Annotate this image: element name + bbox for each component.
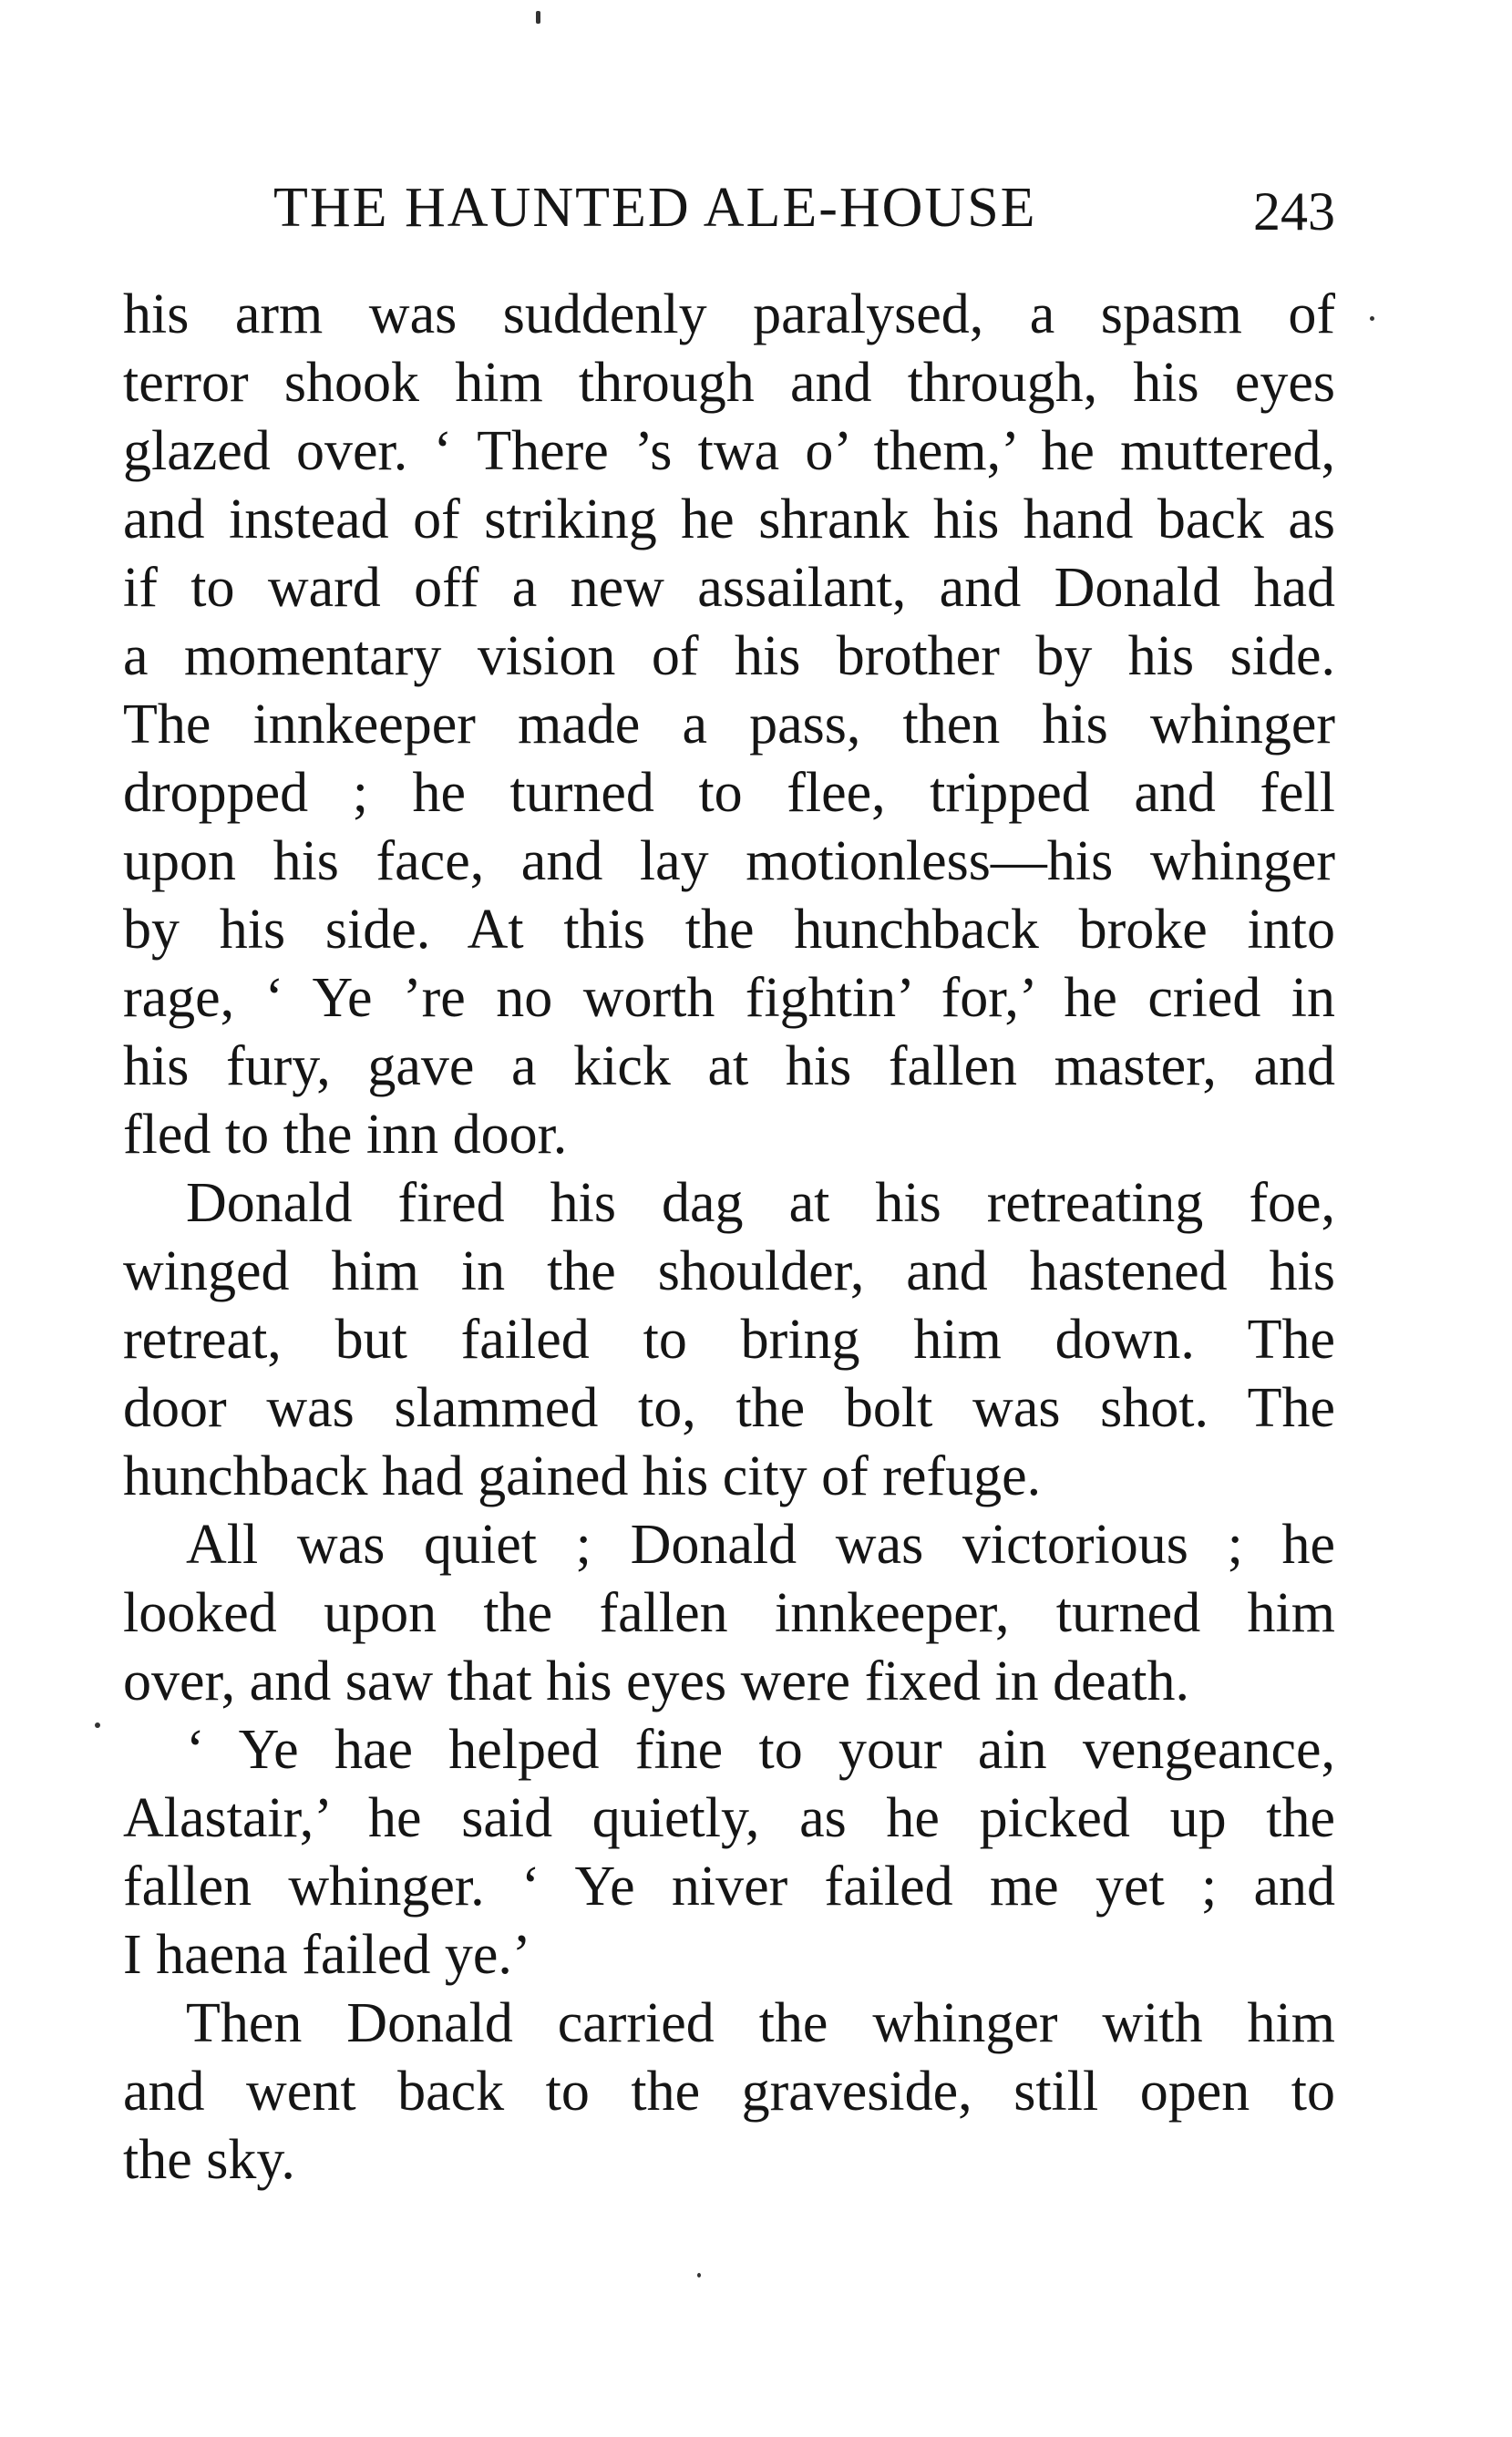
text-line: and instead of striking he shrank his hand back as — [123, 488, 1335, 550]
text-line: his arm was suddenly paralysed, a spasm of — [123, 283, 1335, 345]
text-line: fled to the inn door. — [123, 1104, 568, 1166]
paragraph — [123, 1990, 1335, 2195]
ink-speck — [1370, 316, 1374, 321]
text-line: glazed over. ‘ There ’s twa o’ them,’ he muttered, — [123, 420, 1335, 482]
text-line: fallen whinger. ‘ Ye niver failed me yet ; and — [123, 1856, 1335, 1918]
text-line: rage, ‘ Ye ’re no worth fightin’ for,’ he cried in — [123, 967, 1335, 1029]
running-title: THE HAUNTED ALE-HOUSE — [273, 177, 1037, 239]
text-line: The innkeeper made a pass, then his whinger — [123, 694, 1335, 756]
running-head — [273, 171, 1335, 244]
text-line: upon his face, and lay motionless—his whinger — [123, 830, 1335, 892]
text-line: hunchback had gained his city of refuge. — [123, 1445, 1042, 1507]
text-line: All was quiet ; Donald was victorious ; he — [186, 1514, 1335, 1576]
text-line: I haena failed ye.’ — [123, 1924, 531, 1986]
text-line: his fury, gave a kick at his fallen master, and — [123, 1035, 1335, 1097]
text-line: door was slammed to, the bolt was shot. The — [123, 1377, 1335, 1439]
text-line: the sky. — [123, 2129, 295, 2191]
text-line: Then Donald carried the whinger with him — [186, 1992, 1335, 2054]
text-line: looked upon the fallen innkeeper, turned him — [123, 1582, 1335, 1644]
paragraph — [123, 281, 1335, 1169]
text-line: over, and saw that his eyes were fixed in death. — [123, 1650, 1189, 1712]
text-line: if to ward off a new assailant, and Donald had — [123, 557, 1335, 619]
page-number: 243 — [1253, 181, 1335, 242]
text-line: and went back to the graveside, still open to — [123, 2061, 1335, 2123]
text-line: winged him in the shoulder, and hastened his — [123, 1240, 1335, 1302]
body-text — [123, 281, 1335, 2195]
text-line: Donald fired his dag at his retreating foe, — [186, 1172, 1335, 1234]
ink-speck — [536, 11, 540, 24]
paragraph — [123, 1511, 1335, 1716]
ink-speck — [697, 2273, 701, 2278]
text-line: a momentary vision of his brother by his side. — [123, 625, 1335, 687]
text-line: retreat, but failed to bring him down. The — [123, 1309, 1335, 1371]
paragraph — [123, 1169, 1335, 1511]
text-line: by his side. At this the hunchback broke into — [123, 899, 1335, 961]
ink-speck — [95, 1722, 100, 1728]
paragraph — [123, 1716, 1335, 1990]
text-line: terror shook him through and through, his eyes — [123, 352, 1335, 414]
text-line: ‘ Ye hae helped fine to your ain vengeance, — [186, 1719, 1335, 1781]
text-line: Alastair,’ he said quietly, as he picked up the — [123, 1787, 1335, 1849]
text-line: dropped ; he turned to flee, tripped and fell — [123, 762, 1335, 824]
